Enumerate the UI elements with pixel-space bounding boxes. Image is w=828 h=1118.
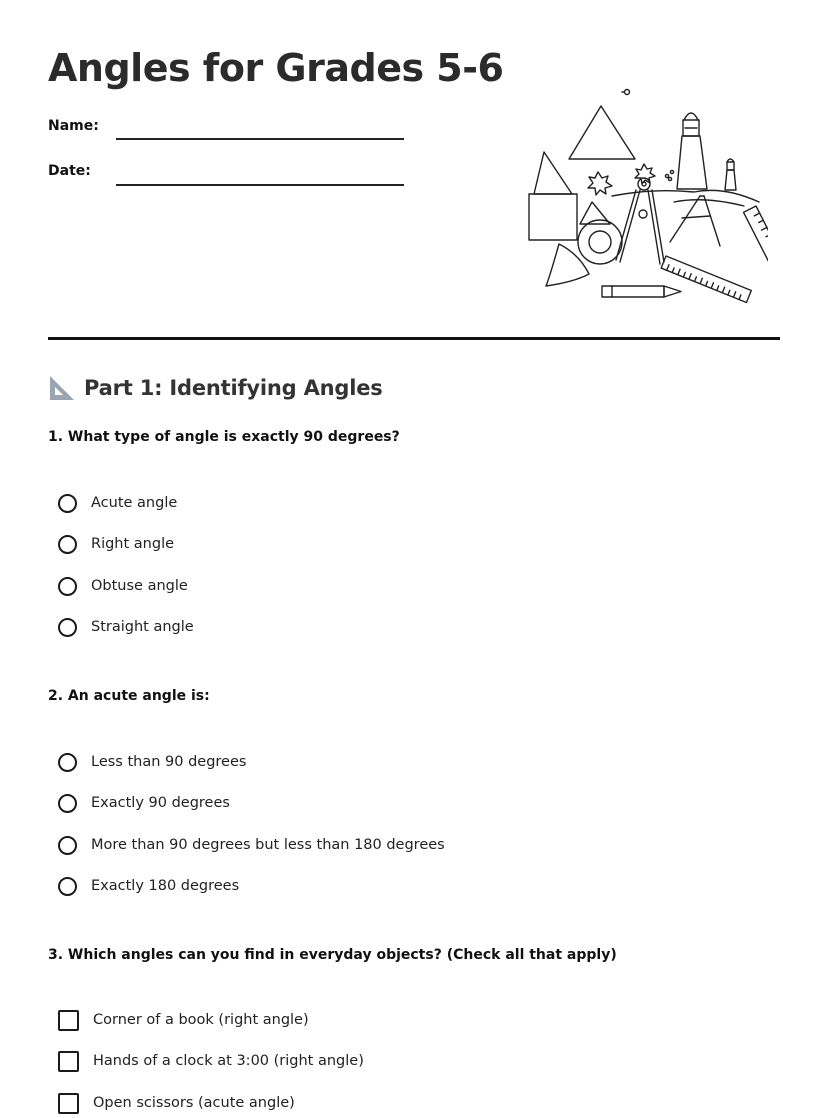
q2-option-3[interactable] bbox=[58, 833, 445, 857]
q1-option-acute[interactable] bbox=[58, 491, 177, 515]
section-divider bbox=[48, 337, 780, 340]
radio-button[interactable] bbox=[58, 877, 77, 896]
date-label: Date: bbox=[48, 163, 91, 179]
q1-option-straight[interactable] bbox=[58, 615, 194, 639]
option-label: Obtuse angle bbox=[91, 578, 188, 594]
question-3: 3. Which angles can you find in everyday objects? (Check all that apply) bbox=[48, 947, 617, 963]
q1-option-obtuse[interactable] bbox=[58, 574, 188, 598]
radio-button[interactable] bbox=[58, 494, 77, 513]
page-title: Angles for Grades 5-6 bbox=[48, 46, 504, 90]
checkbox[interactable] bbox=[58, 1010, 79, 1031]
geometry-tools-illustration-icon bbox=[524, 84, 768, 308]
option-label: Less than 90 degrees bbox=[91, 754, 247, 770]
radio-button[interactable] bbox=[58, 836, 77, 855]
date-input-line[interactable] bbox=[116, 184, 404, 186]
radio-button[interactable] bbox=[58, 577, 77, 596]
q2-option-4[interactable] bbox=[58, 874, 239, 898]
q2-option-2[interactable] bbox=[58, 791, 230, 815]
q2-option-1[interactable] bbox=[58, 750, 246, 774]
q1-option-right[interactable] bbox=[58, 532, 174, 556]
option-label: Straight angle bbox=[91, 619, 194, 635]
name-input-line[interactable] bbox=[116, 138, 404, 140]
option-label: Right angle bbox=[91, 536, 175, 552]
radio-button[interactable] bbox=[58, 618, 77, 637]
q3-option-3[interactable] bbox=[58, 1091, 295, 1115]
option-label: Exactly 90 degrees bbox=[91, 795, 230, 811]
option-label: Hands of a clock at 3:00 (right angle) bbox=[93, 1053, 364, 1069]
option-label: Acute angle bbox=[91, 495, 178, 511]
q3-option-1[interactable] bbox=[58, 1008, 309, 1032]
option-label: Exactly 180 degrees bbox=[91, 878, 240, 894]
part1-heading bbox=[48, 374, 383, 402]
radio-button[interactable] bbox=[58, 794, 77, 813]
checkbox[interactable] bbox=[58, 1051, 79, 1072]
option-label: Corner of a book (right angle) bbox=[93, 1012, 309, 1028]
checkbox[interactable] bbox=[58, 1093, 79, 1114]
part1-title: Part 1: Identifying Angles bbox=[84, 376, 383, 400]
q3-option-2[interactable] bbox=[58, 1049, 364, 1073]
question-2: 2. An acute angle is: bbox=[48, 688, 210, 704]
question-1: 1. What type of angle is exactly 90 degrees? bbox=[48, 429, 400, 445]
set-square-icon bbox=[48, 374, 76, 402]
radio-button[interactable] bbox=[58, 753, 77, 772]
option-label: More than 90 degrees but less than 180 degrees bbox=[91, 837, 445, 853]
radio-button[interactable] bbox=[58, 535, 77, 554]
option-label: Open scissors (acute angle) bbox=[93, 1095, 295, 1111]
name-label: Name: bbox=[48, 118, 99, 134]
